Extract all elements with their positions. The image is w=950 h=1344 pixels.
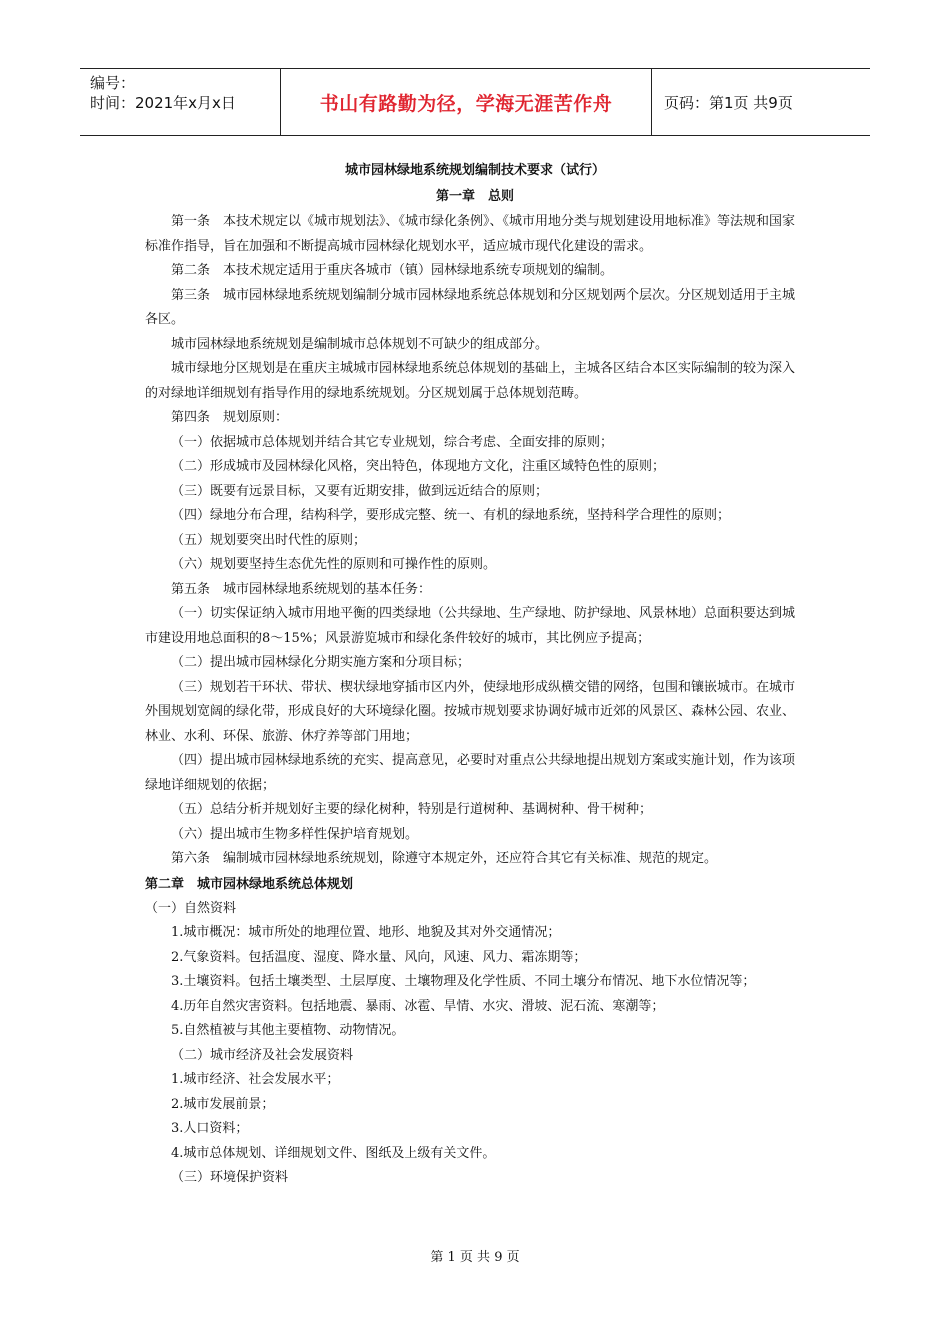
chapter-two-heading: 第二章 城市园林绿地系统总体规划 <box>145 876 354 892</box>
document-body <box>145 158 805 1191</box>
list-item: 1.城市概况：城市所处的地理位置、地形、地貌及其对外交通情况； <box>171 925 561 940</box>
list-item: （四）绿地分布合理，结构科学，要形成完整、统一、有机的绿地系统，坚持科学合理性的原则； <box>171 508 731 523</box>
list-item: 5.自然植被与其他主要植物、动物情况。 <box>171 1023 405 1038</box>
list-item: 4.城市总体规划、详细规划文件、图纸及上级有关文件。 <box>171 1145 496 1161</box>
header-page-info <box>652 69 870 135</box>
header-motto <box>280 69 652 135</box>
list-item: （二）提出城市园林绿化分期实施方案和分项目标； <box>171 655 471 670</box>
list-item: （三）规划若干环状、带状、楔状绿地穿插市区内外，使绿地形成纵横交错的网络，包围和镶嵌城市。在城市外围规划宽阔的绿化带，形成良好的大环境绿化圈。按城市规划要求协调好城市近郊的风景区、森林公园、农业、林业、水利、环保、旅游、休疗养等部门用地； <box>145 679 796 744</box>
page-info-text: 页码：第1页 共9页 <box>664 93 793 112</box>
page-footer <box>0 1246 950 1265</box>
section-heading: （一）自然资料 <box>145 900 237 916</box>
list-item: （五）总结分析并规划好主要的绿化树种，特别是行道树种、基调树种、骨干树种； <box>171 802 653 817</box>
header-meta <box>80 69 280 135</box>
list-item: （六）提出城市生物多样性保护培育规划。 <box>171 826 419 842</box>
list-item: （一）依据城市总体规划并结合其它专业规划，综合考虑、全面安排的原则； <box>171 434 614 450</box>
header-code-label: 编号： <box>90 74 136 92</box>
list-item: 3.土壤资料。包括土壤类型、土层厚度、土壤物理及化学性质、不同土壤分布情况、地下水位情况等； <box>171 974 756 989</box>
paragraph: 第三条 城市园林绿地系统规划编制分城市园林绿地系统总体规划和分区规划两个层次。分区规划适用于主城各区。 <box>145 287 796 327</box>
section-heading: （三）环境保护资料 <box>171 1170 289 1185</box>
footer-page-number: 第 1 页 共 9 页 <box>430 1250 520 1265</box>
motto-text: 书山有路勤为径，学海无涯苦作舟 <box>319 92 613 115</box>
section-heading: （二）城市经济及社会发展资料 <box>171 1047 354 1063</box>
document-title: 城市园林绿地系统规划编制技术要求（试行） <box>344 163 605 178</box>
list-item: （五）规划要突出时代性的原则； <box>171 532 367 548</box>
list-item: 3.人口资料； <box>171 1121 249 1136</box>
paragraph: 第五条 城市园林绿地系统规划的基本任务： <box>171 581 432 597</box>
header-date: 时间：2021年x月x日 <box>90 94 236 112</box>
list-item: 1.城市经济、社会发展水平； <box>171 1072 340 1087</box>
list-item: （三）既要有远景目标，又要有近期安排，做到远近结合的原则； <box>171 483 549 499</box>
paragraph: 第四条 规划原则： <box>171 410 289 425</box>
list-item: 4.历年自然灾害资料。包括地震、暴雨、冰雹、旱情、水灾、滑坡、泥石流、寒潮等； <box>171 998 665 1014</box>
list-item: 2.气象资料。包括温度、湿度、降水量、风向，风速、风力、霜冻期等； <box>171 949 587 965</box>
paragraph: 第二条 本技术规定适用于重庆各城市（镇）园林绿地系统专项规划的编制。 <box>171 263 614 278</box>
list-item: （二）形成城市及园林绿化风格，突出特色，体现地方文化，注重区域特色性的原则； <box>171 459 666 474</box>
paragraph: 城市园林绿地系统规划是编制城市总体规划不可缺少的组成部分。 <box>171 336 549 352</box>
paragraph: 城市绿地分区规划是在重庆主城城市园林绿地系统总体规划的基础上，主城各区结合本区实际编制的较为深入的对绿地详细规划有指导作用的绿地系统规划。分区规划属于总体规划范畴。 <box>145 361 796 401</box>
chapter-one-heading: 第一章 总则 <box>435 189 514 204</box>
paragraph: 第一条 本技术规定以《城市规划法》、《城市绿化条例》、《城市用地分类与规划建设用地标准》等法规和国家标准作指导，旨在加强和不断提高城市园林绿化规划水平，适应城市现代化建设的需求。 <box>145 214 796 254</box>
document-header <box>80 68 870 136</box>
paragraph: 第六条 编制城市园林绿地系统规划，除遵守本规定外，还应符合其它有关标准、规范的规定。 <box>171 851 718 866</box>
list-item: （一）切实保证纳入城市用地平衡的四类绿地（公共绿地、生产绿地、防护绿地、风景林地）总面积要达到城市建设用地总面积的8～15%；风景游览城市和绿化条件较好的城市，其比例应予提高； <box>145 606 796 646</box>
list-item: （四）提出城市园林绿地系统的充实、提高意见，必要时对重点公共绿地提出规划方案或实施计划，作为该项绿地详细规划的依据； <box>145 753 796 793</box>
list-item: （六）规划要坚持生态优先性的原则和可操作性的原则。 <box>171 557 497 572</box>
list-item: 2.城市发展前景； <box>171 1096 275 1112</box>
